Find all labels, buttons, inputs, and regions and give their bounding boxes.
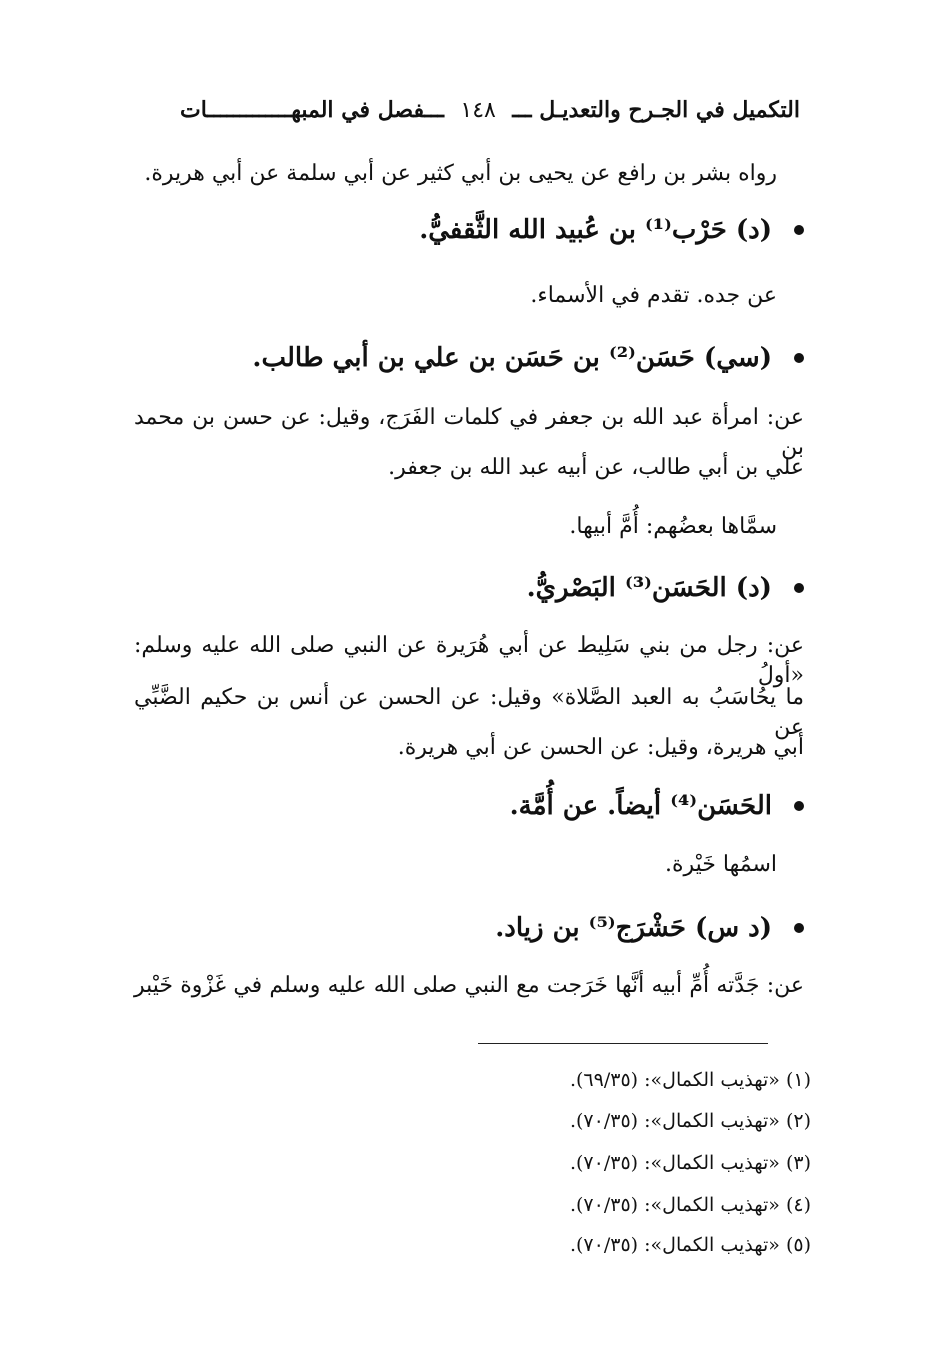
entry-heading: (سي) حَسَن⁽²⁾ بن حَسَن بن علي بن أبي طالب. [252,343,772,373]
narrator-entry [495,910,804,946]
footnote: (٣) «تهذيب الكمال»: (٧٠/٣٥). [569,1152,811,1174]
text-line: أبي هريرة، وقيل: عن الحسن عن أبي هريرة. [397,735,804,760]
footnote: (٢) «تهذيب الكمال»: (٧٠/٣٥). [569,1110,811,1132]
entry-heading: (د) الحَسَن⁽³⁾ البَصْريُّ. [526,573,772,603]
narrator-entry [252,340,804,376]
text-line: عن: رجل من بني سَلِيط عن أبي هُرَيرة عن النبي صلى الله عليه وسلم: «أولُ [134,633,804,688]
text-line: اسمُها خَيْرة. [665,852,777,877]
entry-heading: (د) حَرْب⁽¹⁾ بن عُبيد الله الثَّقفيُّ. [419,215,772,245]
footnote: (١) «تهذيب الكمال»: (٦٩/٣٥). [569,1069,811,1091]
footnote: (٤) «تهذيب الكمال»: (٧٠/٣٥). [569,1194,811,1216]
narrator-entry [527,570,804,606]
section-title: ـــفصل في المبهـــــــــــــات [180,97,444,123]
running-header [180,92,800,128]
text-line: ما يحُاسَبُ به العبد الصَّلاة» وقيل: عن الحسن عن أنس بن حكيم الضَّبِّي عن [134,685,804,740]
footnote-divider [478,1043,768,1044]
bullet-icon [794,583,804,593]
narrator-entry [510,788,804,824]
bullet-icon [794,225,804,235]
text-line: عن: امرأة عبد الله بن جعفر في كلمات الفَرَج، وقيل: عن حسن بن محمد بن [134,405,804,460]
text-line: علي بن أبي طالب، عن أبيه عبد الله بن جعفر. [388,455,804,480]
entry-heading: (د س) حَشْرَج⁽⁵⁾ بن زياد. [495,913,772,943]
footnote: (٥) «تهذيب الكمال»: (٧٠/٣٥). [569,1234,811,1256]
bullet-icon [794,353,804,363]
bullet-icon [794,923,804,933]
entry-heading: الحَسَن⁽⁴⁾ أيضاً. عن أُمَّة. [509,791,772,821]
narrator-entry [419,212,804,248]
page-number: ١٤٨ [460,97,496,123]
text-line: رواه بشر بن رافع عن يحيى بن أبي كثير عن أبي سلمة عن أبي هريرة. [144,161,777,186]
text-line: سمَّاها بعضُهم: أُمَّ أبيها. [569,514,777,539]
bullet-icon [794,801,804,811]
text-line: عن: جَدَّته أُمِّ أبيه أنَّها خَرَجت مع النبي صلى الله عليه وسلم في غَزْوة خَيْبر [134,973,804,998]
running-title: التكميل في الجـرح والتعديـل ـــ [512,97,800,123]
text-line: عن جده. تقدم في الأسماء. [530,283,777,308]
